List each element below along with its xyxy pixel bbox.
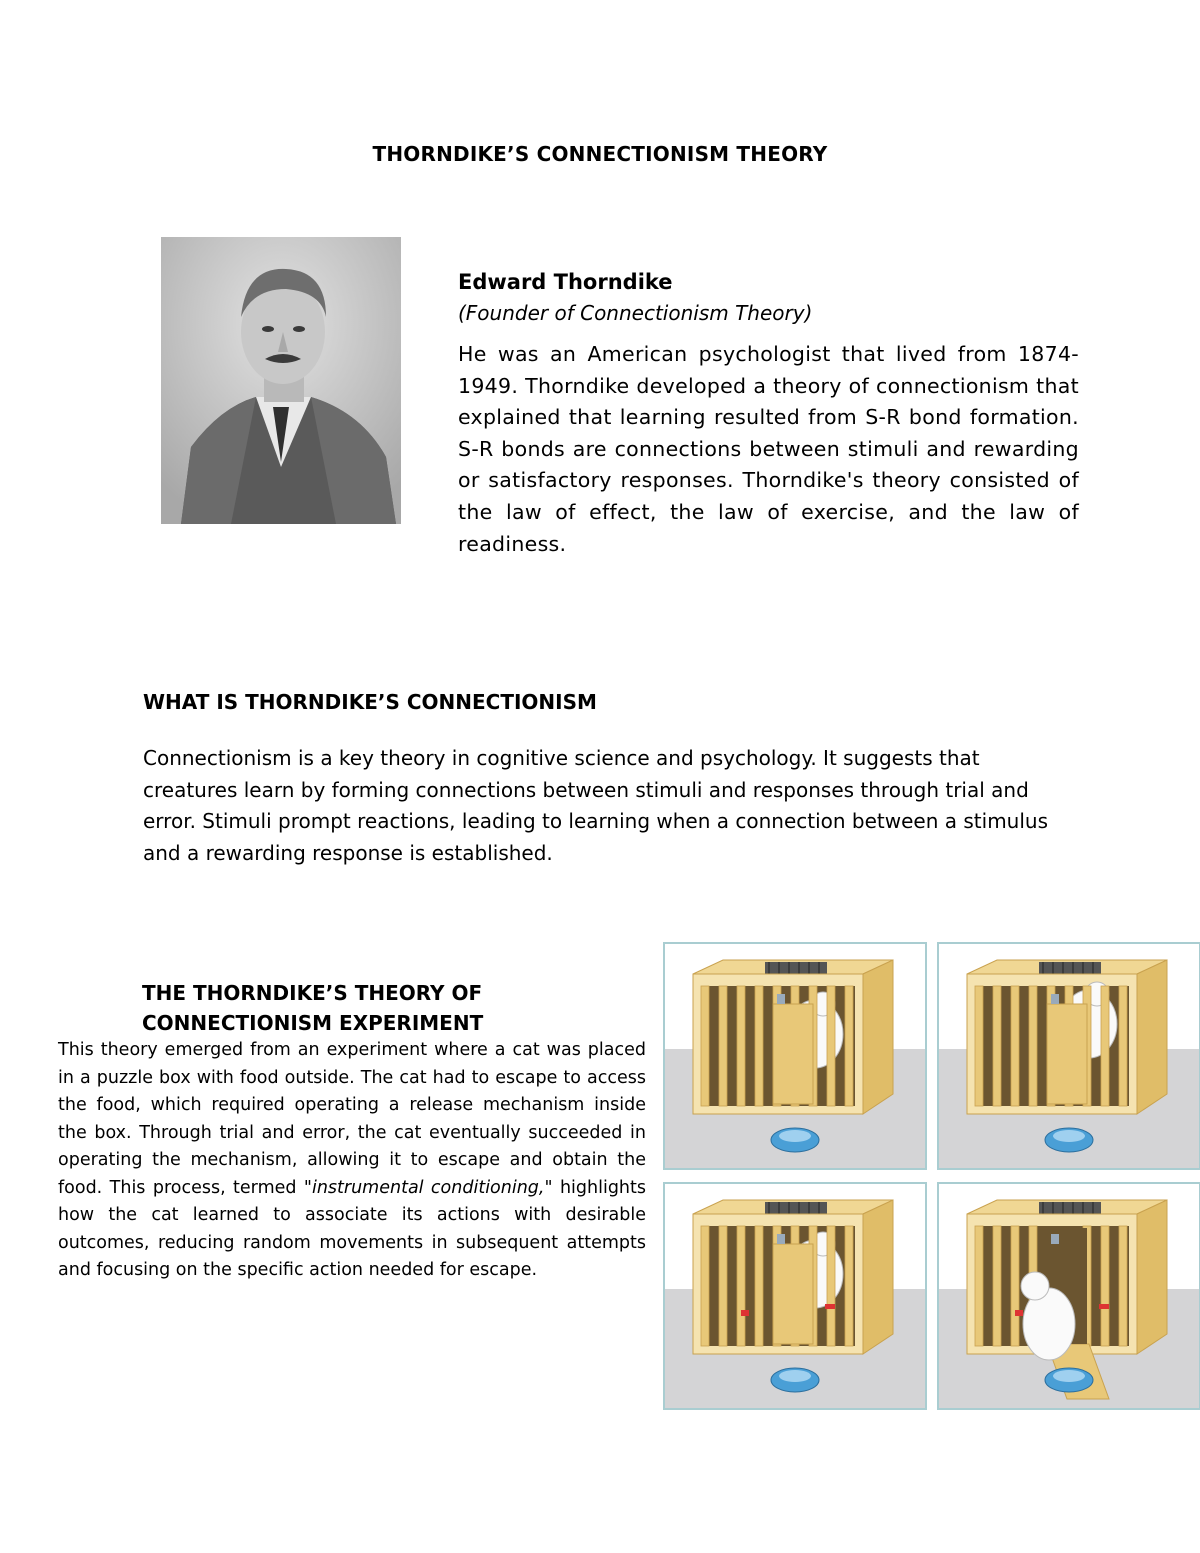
puzzle-box-illustration — [665, 1184, 925, 1408]
experiment-text-italic: instrumental conditioning, — [311, 1177, 545, 1198]
section-heading-experiment: THE THORNDIKE’S THEORY OF CONNECTIONISM EXPERIMENT — [142, 981, 484, 1035]
puzzle-box-figure — [663, 942, 1200, 1416]
puzzle-box-illustration — [665, 944, 925, 1168]
experiment-text-part2: " highlights how the cat learned to associate its actions with desirable outcomes, reducing random movements in subsequent attempts and focusing on the specific action needed for escape. — [58, 1177, 647, 1280]
person-role: (Founder of Connectionism Theory) — [458, 301, 813, 325]
section-body-what: Connectionism is a key theory in cognitive science and psychology. It suggests that creatures learn by forming connections between stimuli and responses through trial and error. Stimuli prompt reactions, leading to learning when a connection between a stimulus and a rewarding response is established. — [143, 746, 1048, 865]
person-name: Edward Thorndike — [458, 270, 673, 294]
puzzle-box-illustration — [939, 944, 1199, 1168]
experiment-text-part1: This theory emerged from an experiment where a cat was placed in a puzzle box with food outside. The cat had to escape to access the food, which required operating a release mechanism inside the box. Through trial and error, the cat eventually succeeded in operating the mechanism, allowing it to escape and obtain the food. This process, termed " — [58, 1040, 646, 1198]
puzzle-box-illustration — [939, 1184, 1199, 1408]
person-bio: He was an American psychologist that lived from 1874-1949. Thorndike developed a theory of connectionism that explained that learning resulted from S-R bond formation. S-R bonds are connections between stimuli and rewarding or satisfactory responses. Thorndike's theory consisted of the law of effect, the law of exercise, and the law of readiness. — [458, 342, 1079, 556]
section-heading-what: WHAT IS THORNDIKE’S CONNECTIONISM — [143, 690, 597, 714]
portrait-photo — [161, 237, 401, 524]
section-body-experiment — [58, 1037, 646, 1285]
puzzle-box-panel-1 — [663, 942, 927, 1170]
puzzle-box-panel-3 — [663, 1182, 927, 1410]
puzzle-box-panel-4 — [937, 1182, 1200, 1410]
puzzle-box-panel-2 — [937, 942, 1200, 1170]
page-title: THORNDIKE’S CONNECTIONISM THEORY — [372, 142, 828, 166]
